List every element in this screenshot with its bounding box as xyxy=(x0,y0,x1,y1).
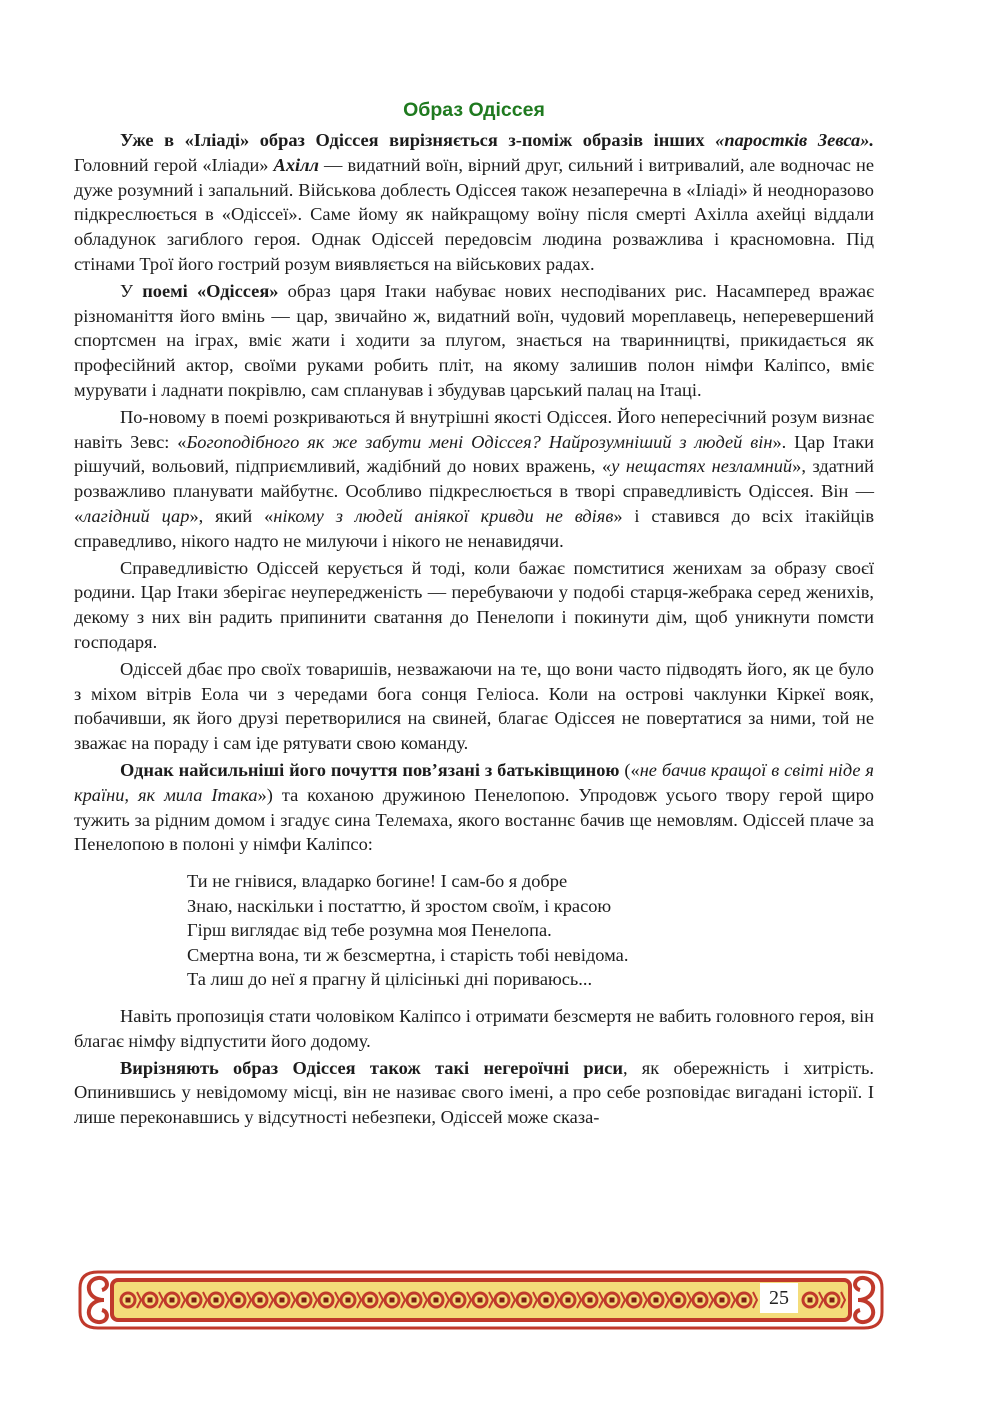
text: » і ставився до всіх ітакійців справедливо, нікого надто не милуючи і нікого не ненавидячи. xyxy=(74,505,874,551)
text: , як обережність і хитрість. Опинившись у невідомому місці, він не називає свого імені, а про себе розповідає вигадані історії. І лише переконавшись у відсутності небезпеки, Одіссей може сказа- xyxy=(74,1057,874,1128)
text: (« xyxy=(619,759,640,780)
name-bold-italic: Ахілл xyxy=(273,154,319,175)
verse-line: Гірш виглядає від тебе розумна моя Пенелопа. xyxy=(187,920,552,941)
verse-quote xyxy=(187,869,874,992)
paragraph-6 xyxy=(74,758,874,857)
paragraph-7: Навіть пропозиція стати чоловіком Каліпсо і отримати безсмертя не вабить головного героя, він благає німфу відпустити його додому. xyxy=(74,1006,874,1051)
quote-italic: Богоподібного як же забути мені Одіссея? Найрозумніший з людей він xyxy=(186,431,773,452)
text: », який « xyxy=(189,505,274,526)
text: », здатний розважливо планувати майбутнє. Особливо підкреслюється в творі справедливість Одіссея. Він — « xyxy=(74,456,875,526)
text: Головний герой «Іліади» xyxy=(74,154,274,175)
quote-italic: не бачив кращої в світі ніде я країни, як мила Ітака xyxy=(74,759,874,805)
verse-line: Смертна вона, ти ж безсмертна, і старість тобі невідома. xyxy=(187,944,629,965)
lead-bold: поемі «Одіссея» xyxy=(142,280,279,301)
page-number: 25 xyxy=(760,1283,798,1313)
verse-line: Ти не гнівися, владарко богине! І сам-бо я добре xyxy=(187,871,568,892)
ornament-right-scroll xyxy=(855,1278,873,1322)
paragraph-2 xyxy=(74,279,874,403)
quote-italic: у нещастях незламний xyxy=(611,456,793,477)
page-content xyxy=(74,96,874,1130)
paragraph-4: Справедливістю Одіссей керується й тоді, коли бажає помститися женихам за образу своєї родини. Цар Ітаки зберігає неупередженість — перебуваючи у подобі старця-жебрака серед женихів, декому з них він радить припинити сватання до Пенелопи і покинути дім, щоб уникнути помсти господаря. xyxy=(74,557,874,652)
verse-line: Знаю, наскільки і постаттю, й зростом своїм, і красою xyxy=(187,895,612,916)
text: У xyxy=(120,280,143,301)
lead-bold: Уже в «Іліаді» образ Одіссея вирізняється з-поміж образів інших xyxy=(120,130,705,150)
quote-bold-italic: «паростків Зевса». xyxy=(704,130,874,150)
text: ». Цар Ітаки рішучий, вольовий, підприємливий, жадібний до нових вражень, « xyxy=(74,431,875,477)
page-title: Образ Одіссея xyxy=(403,99,545,121)
ornament-left-scroll xyxy=(89,1278,107,1322)
text: По-новому в поемі розкриваються й внутрішні якості Одіссея. Його непересічний розум визнає навіть Зевс: « xyxy=(74,406,874,452)
verse-line: Та лиш до неї я прагну й цілісінькі дні пориваюсь... xyxy=(187,969,593,990)
text: ») та коханою дружиною Пенелопою. Упродовж усього твору герой щиро тужить за рідним домом і згадує сина Телемаха, якого востаннє бачив ще немовлям. Одіссей плаче за Пенелопою в полоні у німфи Каліпсо: xyxy=(74,784,874,855)
paragraph-5: Одіссей дбає про своїх товаришів, незважаючи на те, що вони часто підводять його, як це було з міхом вітрів Еола чи з чередами бога сонця Геліоса. Коли на острові чаклунки Кіркеї вояк, побачивши, як його друзі перетворилися на свиней, благає Одіссея не повертатися за ними, той не зважає на пораду і сам іде рятувати свою команду. xyxy=(74,658,874,754)
lead-bold: Однак найсильніші його почуття пов’язані з батьківщиною xyxy=(120,759,620,780)
paragraph-1 xyxy=(74,128,874,277)
text: — видатний воїн, вірний друг, сильний і витривалий, але водночас не дуже розумний і запальний. Військова доблесть Одіссея також незаперечна в «Іліаді» й неодноразово підкреслюється в «Одіссеї». Саме йому як найкращому воїну після смерті Ахілла ахейці віддали обладунок загиблого героя. Однак Одіссей передовсім людина розважлива і красномовна. Під стінами Трої його гострий розум виявляється на військових радах. xyxy=(74,154,875,274)
quote-italic: лагідний цар xyxy=(83,505,190,526)
paragraph-3 xyxy=(74,405,874,554)
quote-italic: нікому з людей аніякої кривди не вдіяв xyxy=(273,505,614,526)
lead-bold: Вирізняють образ Одіссея також такі негероїчні риси xyxy=(120,1057,623,1078)
paragraph-8 xyxy=(74,1056,874,1130)
text: образ царя Ітаки набуває нових несподіваних рис. Насамперед вражає різноманіття його вмінь — цар, звичайно ж, видатний воїн, чудовий мореплавець, неперевершений спортсмен на іграх, вміє жати і ходити за плугом, знається на тваринництві, прикидається як професійний актор, своїми руками робить пліт, на якому залишив полон німфи Каліпсо, вміє мурувати і ладнати покрівлю, сам спланував і збудував царський палац на Ітаці. xyxy=(74,280,874,400)
